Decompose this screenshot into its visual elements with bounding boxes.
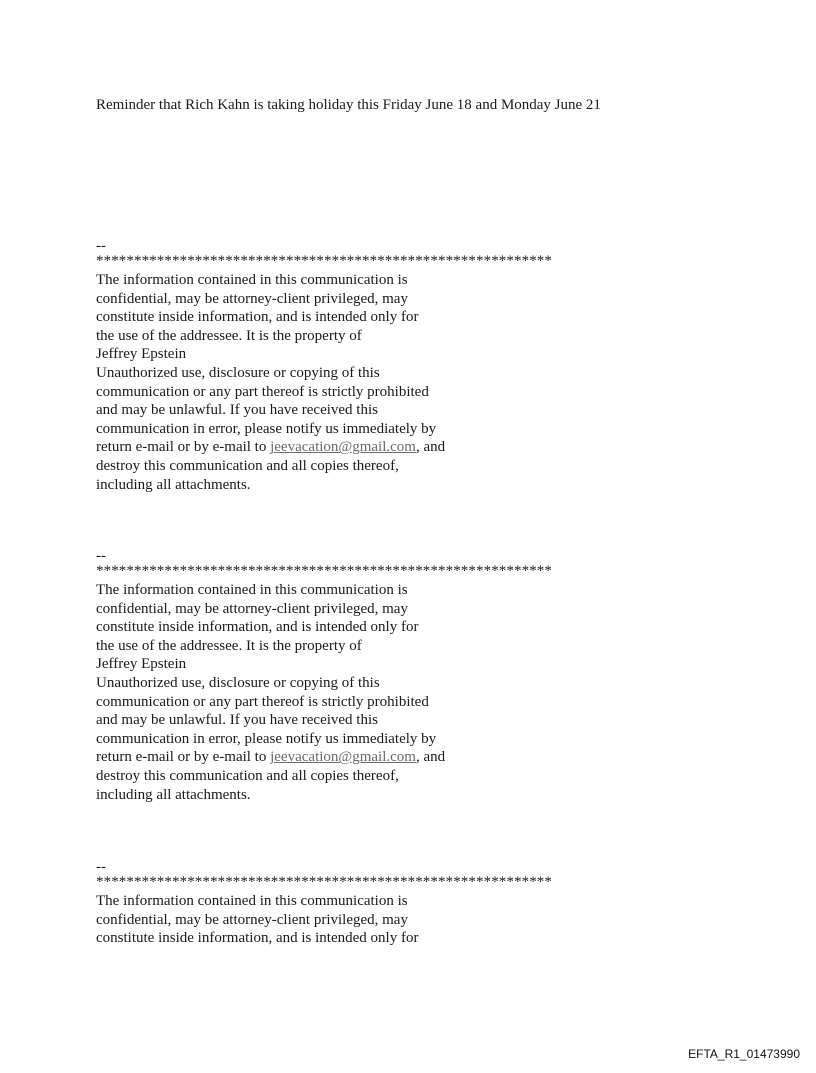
- email-prefix: return e-mail or by e-mail to: [96, 439, 271, 456]
- confidentiality-footer: [96, 238, 616, 494]
- footer-line: The information contained in this communication is: [96, 893, 408, 909]
- reminder-message: Reminder that Rich Kahn is taking holiday this Friday June 18 and Monday June 21: [96, 97, 601, 113]
- email-link[interactable]: jeevacation@gmail.com: [270, 439, 416, 456]
- document-id: EFTA_R1_01473990: [688, 1047, 800, 1061]
- footer-line: including all attachments.: [96, 786, 251, 803]
- footer-line: Unauthorized use, disclosure or copying of this: [96, 364, 380, 381]
- signature-separator: --: [96, 238, 106, 254]
- footer-email-line: [96, 438, 616, 457]
- footer-line: including all attachments.: [96, 476, 251, 493]
- confidentiality-footer: [96, 548, 616, 804]
- asterisk-divider: ************************************************************: [96, 253, 552, 269]
- footer-line: destroy this communication and all copies thereof,: [96, 767, 399, 784]
- footer-line: The information contained in this communication is: [96, 582, 408, 598]
- footer-line: confidential, may be attorney-client privileged, may: [96, 911, 408, 928]
- footer-line: confidential, may be attorney-client privileged, may: [96, 600, 408, 617]
- footer-line: destroy this communication and all copies thereof,: [96, 457, 399, 474]
- asterisk-divider: ************************************************************: [96, 874, 552, 890]
- footer-line: Unauthorized use, disclosure or copying of this: [96, 674, 380, 691]
- signature-separator: --: [96, 859, 106, 875]
- email-prefix: return e-mail or by e-mail to: [96, 749, 271, 766]
- footer-line: communication in error, please notify us immediately by: [96, 730, 437, 747]
- asterisk-divider: ************************************************************: [96, 563, 552, 579]
- footer-line: The information contained in this communication is: [96, 272, 408, 288]
- footer-line: the use of the addressee. It is the property of: [96, 327, 362, 344]
- email-suffix: , and: [415, 439, 446, 456]
- footer-line: constitute inside information, and is intended only for: [96, 930, 419, 947]
- footer-line: Jeffrey Epstein: [96, 346, 187, 363]
- footer-line: communication or any part thereof is strictly prohibited: [96, 693, 429, 710]
- email-link[interactable]: jeevacation@gmail.com: [270, 749, 416, 766]
- footer-line: and may be unlawful. If you have received this: [96, 712, 378, 729]
- email-suffix: , and: [415, 749, 446, 766]
- footer-email-line: [96, 748, 616, 767]
- footer-line: communication or any part thereof is strictly prohibited: [96, 383, 429, 400]
- footer-line: the use of the addressee. It is the property of: [96, 637, 362, 654]
- footer-line: Jeffrey Epstein: [96, 656, 187, 673]
- confidentiality-footer: [96, 859, 616, 948]
- footer-line: constitute inside information, and is intended only for: [96, 309, 419, 326]
- footer-line: constitute inside information, and is intended only for: [96, 619, 419, 636]
- footer-line: communication in error, please notify us immediately by: [96, 420, 437, 437]
- signature-separator: --: [96, 548, 106, 564]
- footer-line: and may be unlawful. If you have received this: [96, 402, 378, 419]
- footer-line: confidential, may be attorney-client privileged, may: [96, 290, 408, 307]
